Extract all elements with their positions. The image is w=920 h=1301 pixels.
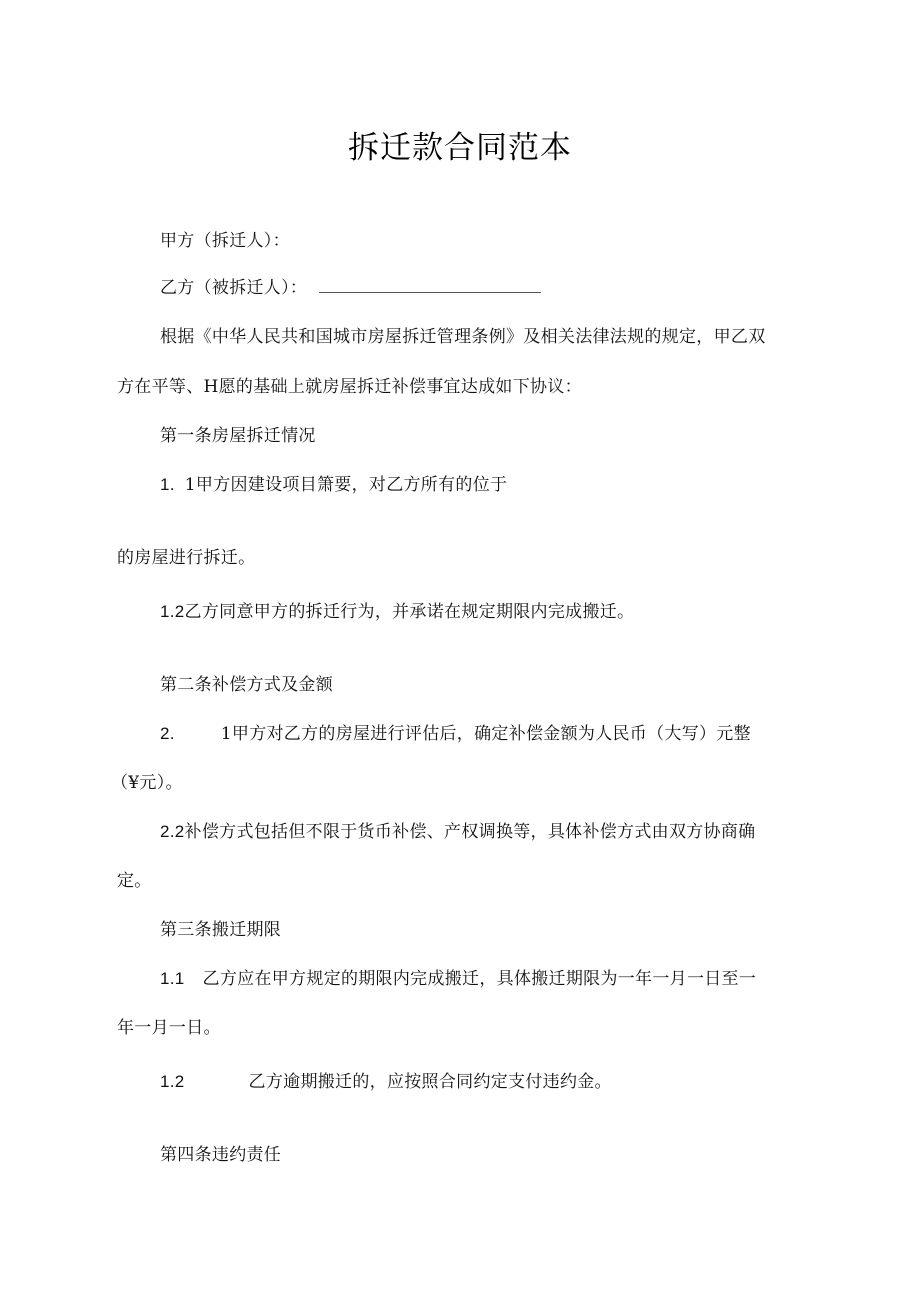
- article-3-item-2-number: 1.2: [160, 1072, 185, 1091]
- article-3-item-1-continuation: 年一月一日。: [117, 1018, 221, 1038]
- article-1-item-1: [160, 473, 507, 497]
- article-3-item-2-text: 乙方逾期搬迁的，应按照合同约定支付违约金。: [248, 1072, 612, 1092]
- article-2-item-1: [160, 722, 751, 746]
- preamble-line-2: 方在平等、H愿的基础上就房屋拆迁补偿事宜达成如下协议：: [117, 377, 582, 397]
- article-2-item-2-continuation: 定。: [117, 871, 152, 891]
- page-title: 拆迁款合同范本: [348, 130, 572, 166]
- article-1-heading: 第一条房屋拆迁情况: [160, 426, 316, 446]
- party-b-label: 乙方（被拆迁人）：: [160, 278, 308, 298]
- article-3-item-2: [160, 1070, 612, 1094]
- article-2-item-2: [160, 820, 755, 844]
- article-1-item-1-continuation: 的房屋进行拆迁。: [117, 548, 256, 568]
- article-3-item-1: [160, 967, 756, 991]
- article-2-item-1-number: 2.: [160, 724, 175, 743]
- article-3-item-1-number: 1.1: [160, 969, 185, 988]
- article-1-item-1-text: 1甲方因建设项目箫要，对乙方所有的位于: [184, 475, 508, 495]
- party-b-blank-line: [319, 278, 541, 293]
- article-1-item-2-number: 1.2: [160, 602, 185, 621]
- article-2-item-2-number: 2.2: [160, 822, 185, 841]
- article-3-item-1-text: 乙方应在甲方规定的期限内完成搬迁，具体搬迁期限为一年一月一日至一: [202, 969, 757, 989]
- party-a-label: 甲方（拆迁人）：: [160, 231, 290, 251]
- preamble-line-1: 根据《中华人民共和国城市房屋拆迁管理条例》及相关法律法规的规定，甲乙双: [160, 327, 766, 347]
- article-2-heading: 第二条补偿方式及金额: [160, 675, 333, 695]
- party-b-row: [160, 276, 541, 300]
- article-1-item-2: [160, 600, 634, 624]
- article-3-heading: 第三条搬迁期限: [160, 920, 282, 940]
- article-1-item-1-number: 1.: [160, 475, 175, 494]
- article-2-item-1-text: 1甲方对乙方的房屋进行评估后，确定补偿金额为人民币（大写）元整: [220, 724, 751, 744]
- article-2-item-1-continuation: （¥元）。: [111, 773, 183, 793]
- article-4-heading: 第四条违约责任: [160, 1145, 282, 1165]
- article-1-item-2-text: 乙方同意甲方的拆迁行为，并承诺在规定期限内完成搬迁。: [184, 602, 635, 622]
- article-2-item-2-text: 补偿方式包括但不限于货币补偿、产权调换等，具体补偿方式由双方协商确: [184, 822, 756, 842]
